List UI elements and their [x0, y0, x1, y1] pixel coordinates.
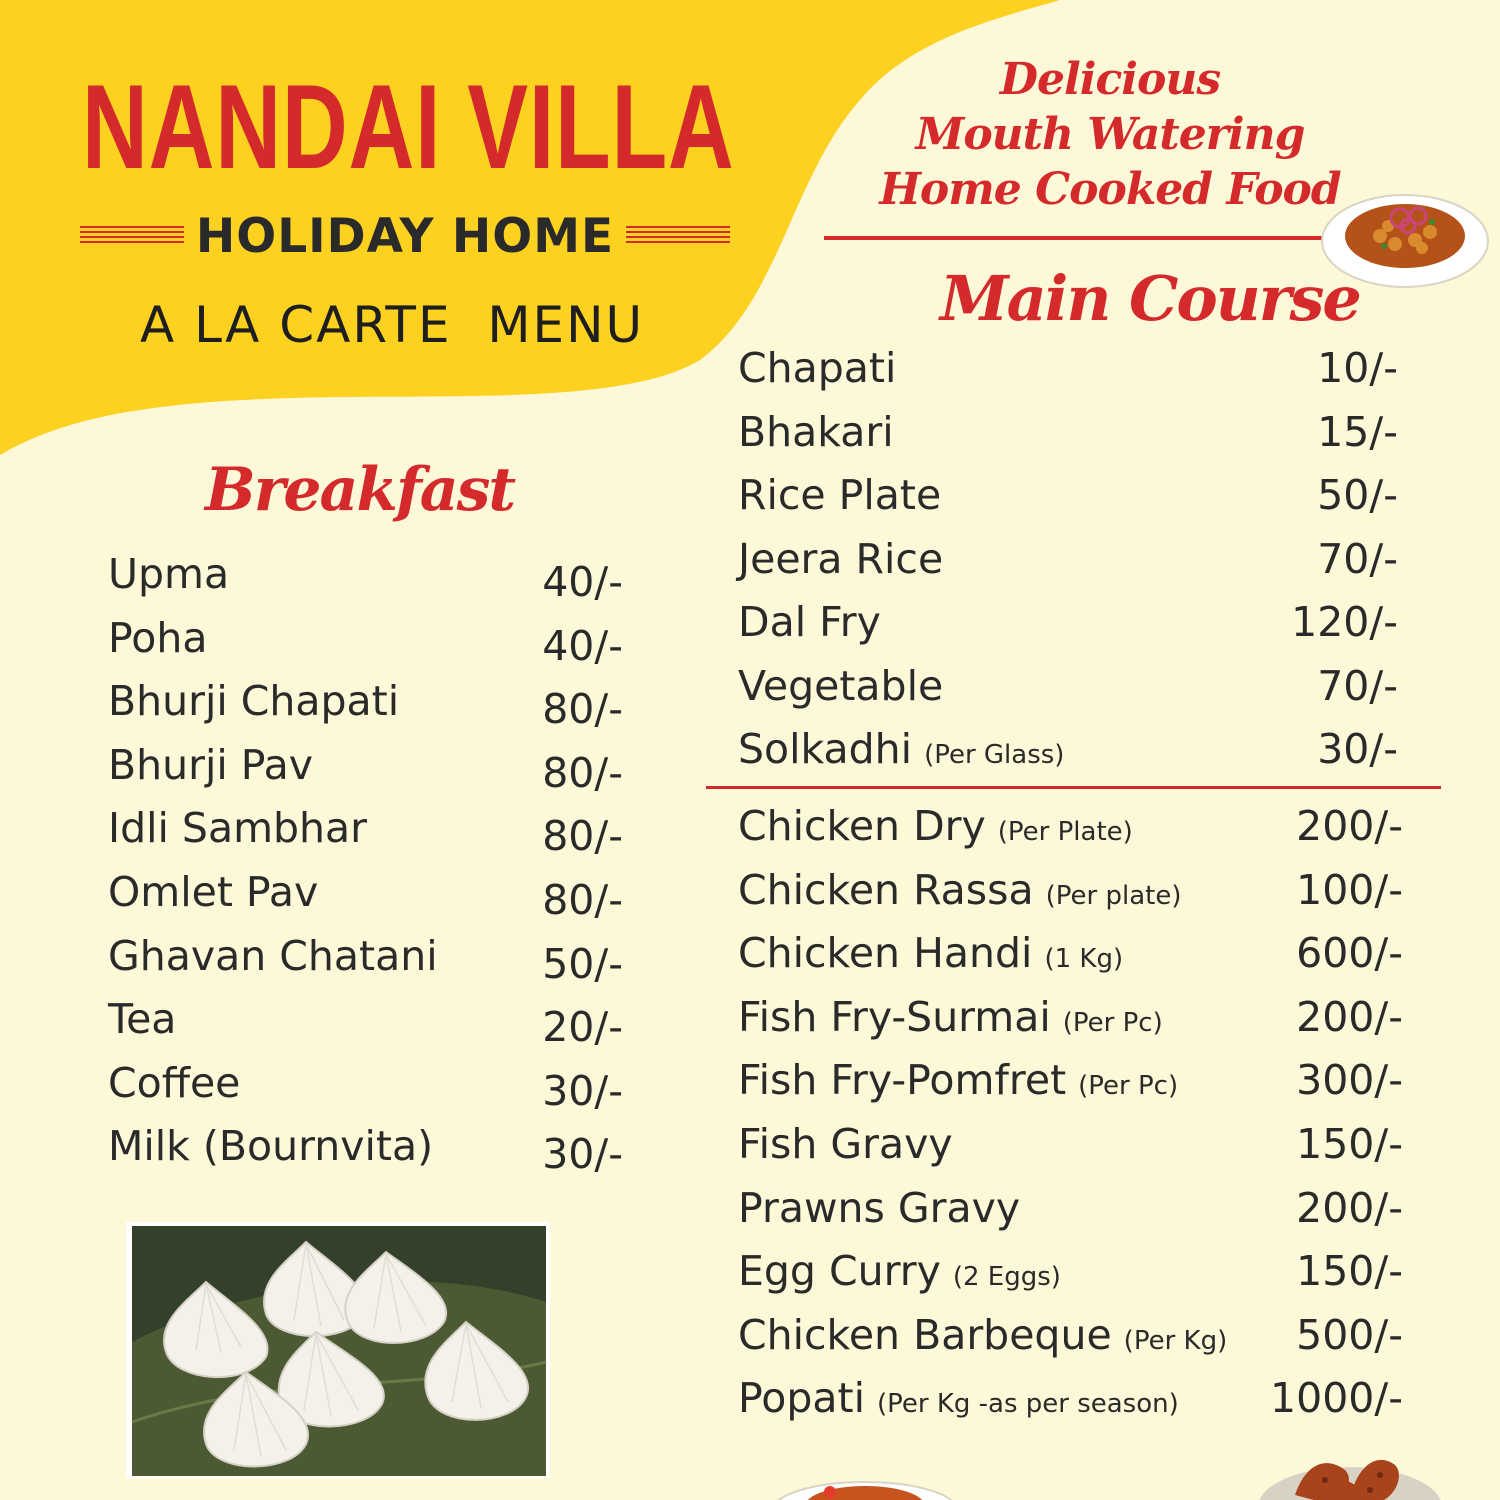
chicken-tikka-photo	[1255, 1445, 1445, 1500]
menu-item	[108, 1055, 623, 1119]
item-price: 80/-	[542, 875, 623, 924]
item-name: Rice Plate	[738, 471, 942, 519]
item-price: 150/-	[1296, 1119, 1403, 1168]
item-name: Dal Fry	[738, 598, 881, 646]
item-price: 50/-	[542, 939, 623, 988]
item-price: 80/-	[542, 812, 623, 861]
item-price: 150/-	[1296, 1247, 1403, 1296]
item-name: Solkadhi	[738, 725, 913, 773]
menu-item	[738, 862, 1403, 926]
decorative-lines-left	[80, 226, 184, 246]
item-price: 300/-	[1296, 1056, 1403, 1105]
item-note: (Per Pc)	[1078, 1071, 1179, 1102]
item-name: Jeera Rice	[738, 534, 944, 583]
item-name: Chicken Dry	[738, 802, 986, 850]
decorative-lines-right	[626, 226, 730, 246]
menu-item	[738, 1370, 1403, 1434]
menu-label: A LA CARTE MENU	[140, 296, 645, 354]
item-price: 50/-	[1317, 471, 1398, 519]
item-name: Popati	[738, 1374, 865, 1423]
item-name: Chicken Handi	[738, 929, 1033, 978]
item-name: Bhakari	[738, 407, 894, 456]
item-note: (2 Eggs)	[952, 1262, 1061, 1293]
item-name: Prawns Gravy	[738, 1183, 1021, 1232]
tagline-line: Home Cooked Food	[879, 164, 1341, 215]
menu-item	[738, 1052, 1403, 1116]
item-note: (Per Pc)	[1062, 1007, 1163, 1038]
item-note: (Per Kg)	[1123, 1325, 1228, 1356]
item-price: 70/-	[1317, 534, 1398, 583]
item-note: (Per Glass)	[924, 740, 1065, 770]
menu-item	[738, 594, 1398, 658]
menu-item	[738, 531, 1398, 595]
menu-item	[738, 404, 1398, 468]
breakfast-list	[108, 546, 623, 1182]
menu-item	[108, 737, 623, 801]
menu-item	[738, 1307, 1403, 1371]
item-name: Chapati	[738, 344, 897, 392]
menu-item	[738, 340, 1398, 404]
item-note: (1 Kg)	[1044, 944, 1124, 975]
menu-item	[738, 467, 1398, 531]
item-price: 200/-	[1296, 1183, 1403, 1232]
item-name: Coffee	[108, 1058, 241, 1107]
item-name: Chicken Barbeque	[738, 1310, 1112, 1359]
brand-name: NANDAI VILLA	[82, 60, 735, 194]
menu-item	[738, 925, 1403, 989]
item-name: Milk (Bournvita)	[108, 1122, 434, 1171]
dish-photo	[770, 1470, 960, 1500]
item-name: Tea	[108, 995, 177, 1044]
item-price: 20/-	[542, 1003, 623, 1052]
tagline-line: Mouth Watering	[915, 109, 1305, 160]
item-price: 40/-	[542, 621, 623, 670]
divider-rule	[706, 786, 1441, 789]
item-price: 15/-	[1317, 407, 1398, 456]
item-name: Upma	[108, 550, 230, 598]
menu-item	[738, 989, 1403, 1053]
item-name: Egg Curry	[738, 1247, 941, 1296]
item-name: Bhurji Chapati	[108, 677, 400, 726]
menu-item	[108, 928, 623, 992]
main-course-title: Main Course	[940, 262, 1360, 335]
menu-item	[108, 546, 623, 610]
item-price: 30/-	[1317, 725, 1398, 773]
tagline-line: Delicious	[999, 54, 1221, 105]
brand-subtitle: HOLIDAY HOME	[195, 208, 615, 264]
menu-item	[738, 658, 1398, 722]
item-note: (Per Kg -as per season)	[876, 1389, 1179, 1420]
item-name: Ghavan Chatani	[108, 931, 438, 980]
menu-item	[108, 673, 623, 737]
item-price: 200/-	[1296, 802, 1403, 850]
item-name: Idli Sambhar	[108, 804, 368, 853]
menu-item	[738, 1243, 1403, 1307]
item-price: 70/-	[1317, 661, 1398, 710]
menu-item	[108, 991, 623, 1055]
item-price: 600/-	[1296, 929, 1403, 978]
item-name: Bhurji Pav	[108, 740, 314, 789]
item-price: 30/-	[542, 1066, 623, 1115]
item-note: (Per Plate)	[997, 817, 1133, 847]
brand-subtitle-row	[80, 208, 730, 264]
main-course-nonveg-list	[738, 798, 1403, 1434]
menu-item	[108, 1118, 623, 1182]
item-name: Fish Fry-Pomfret	[738, 1056, 1067, 1105]
main-course-veg-list	[738, 340, 1398, 785]
item-name: Fish Gravy	[738, 1119, 953, 1168]
menu-item	[738, 721, 1398, 785]
item-price: 40/-	[542, 558, 623, 606]
item-price: 30/-	[542, 1130, 623, 1179]
breakfast-title: Breakfast	[205, 455, 515, 525]
item-price: 80/-	[542, 685, 623, 734]
item-price: 80/-	[542, 748, 623, 797]
item-price: 1000/-	[1270, 1374, 1403, 1423]
item-name: Chicken Rassa	[738, 865, 1034, 914]
item-note: (Per plate)	[1045, 880, 1182, 911]
menu-item	[108, 610, 623, 674]
item-price: 120/-	[1291, 598, 1398, 646]
modak-photo	[126, 1222, 550, 1478]
menu-item	[738, 798, 1403, 862]
item-price: 10/-	[1317, 344, 1398, 392]
menu-item	[108, 800, 623, 864]
item-name: Poha	[108, 613, 208, 662]
item-price: 100/-	[1296, 865, 1403, 914]
divider-rule	[824, 236, 1324, 240]
tagline	[830, 52, 1390, 217]
item-name: Omlet Pav	[108, 867, 319, 916]
item-name: Fish Fry-Surmai	[738, 992, 1051, 1041]
item-price: 500/-	[1296, 1310, 1403, 1359]
item-price: 200/-	[1296, 992, 1403, 1041]
menu-item	[738, 1116, 1403, 1180]
menu-item	[738, 1180, 1403, 1244]
item-name: Vegetable	[738, 661, 944, 710]
menu-item	[108, 864, 623, 928]
